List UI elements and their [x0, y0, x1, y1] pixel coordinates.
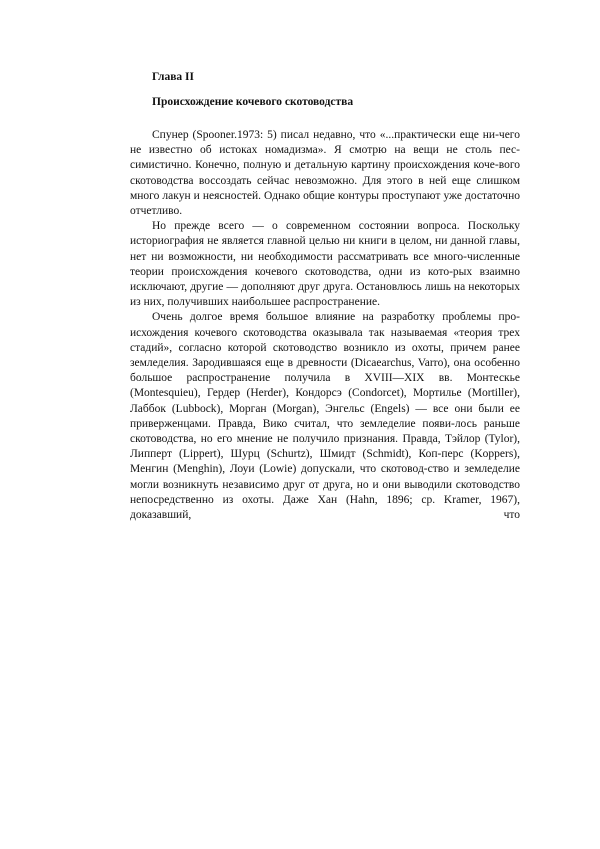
paragraph-3: Очень долгое время большое влияние на разработку проблемы про-исхождения кочевого скотоводства оказывала так называемая «теория трех стадий», согласно которой скотоводство возникло из охоты, причем ранее земледелия. Зародившаяся еще в древности (Dicaearchus, Varro), она особенно большое распространение получила в XVIII—XIX вв. Монтескье (Montesquieu), Гердер (Herder), Кондорсэ (Condorcet), Мортилье (Mortiller), Лаббок (Lubbock), Морган (Morgan), Энгельс (Engels) — все они были ее приверженцами. Правда, Вико считал, что земледелие появи-лось раньше скотоводства, но его мнение не получило признания. Правда, Тэйлор (Tylor), Липперт (Lippert), Шурц (Schurtz), Шмидт (Schmidt), Коп-перс (Koppers), Менгин (Menghin), Лоуи (Lowie) допускали, что скотовод-ство и земледелие могли возникнуть независимо друг от друга, но и они выводили скотоводство непосредственно из охоты. Даже Хан (Hahn, 1896; ср. Kramer, 1967), доказавший, что — [130, 311, 520, 522]
body-text — [130, 128, 520, 523]
paragraph-1: Спунер (Spooner.1973: 5) писал недавно, что «...практически еще ни-чего не известно об истоках номадизма». Я смотрю на вещи не столь пес-симистично. Конечно, полную и детальную картину происхождения коче-вого скотоводства воссоздать сейчас невозможно. Для этого в ней еще слишком много лакун и неясностей. Однако общие контуры проступают уже достаточно отчетливо. — [130, 129, 520, 218]
chapter-label: Глава II — [152, 71, 195, 83]
chapter-title: Происхождение кочевого скотоводства — [152, 96, 354, 108]
paragraph-2: Но прежде всего — о современном состоянии вопроса. Поскольку историография не является главной целью ни книги в целом, ни данной главы, нет ни возможности, ни необходимости рассматривать все много-численные теории происхождения кочевого скотоводства, одни из кото-рых взаимно исключают, другие — дополняют друг друга. Остановлюсь лишь на некоторых из них, получивших наибольшее распространение. — [130, 220, 520, 309]
